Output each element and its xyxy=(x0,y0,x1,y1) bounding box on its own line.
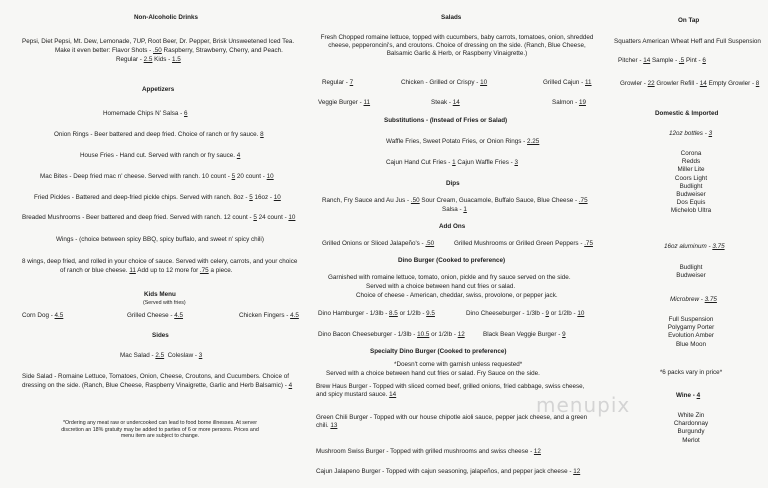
dips-title: Dips xyxy=(446,180,460,187)
addons-title: Add Ons xyxy=(439,223,466,230)
nonalcoholic-title: Non-Alcoholic Drinks xyxy=(134,14,199,21)
mac-bites: Mac Bites - Deep fried mac n' cheese. Served with ranch. 10 count - 5 20 count - 10 xyxy=(40,173,274,180)
kids-corn-dog: Corn Dog - 4.5 xyxy=(22,312,64,319)
list-item: Blue Moon xyxy=(675,340,707,348)
kids-grilled-cheese: Grilled Cheese - 4.5 xyxy=(127,312,184,319)
list-item: Full Suspension xyxy=(668,316,714,323)
flavor-shots: Make it even better: Flavor Shots - .50 Raspberry, Strawberry, Cherry, and Peach. xyxy=(55,47,283,54)
salad-cajun: Grilled Cajun - 11 xyxy=(543,79,592,86)
dino-sides: Served with a choice between hand cut fries or salad. xyxy=(366,283,516,290)
specialty-sides: Served with a choice between hand cut fries or salad. Fry Sauce on the side. xyxy=(326,370,540,377)
specialty-title: Specialty Dino Burger (Cooked to preference) xyxy=(370,348,507,355)
on-tap-title: On Tap xyxy=(678,17,700,24)
cajun-jalapeno-burger: Cajun Jalapeno Burger - Topped with cajun seasoning, jalapeños, and pepper jack cheese - 12 xyxy=(316,468,581,475)
fried-pickles: Fried Pickles - Battered and deep-fried pickle chips. Served with ranch. 8oz - 5 16oz - 10 xyxy=(34,194,281,201)
breaded-mushrooms: Breaded Mushrooms - Beer battered and deep fried. Served with ranch. 12 count - 5 24 count - 10 xyxy=(22,214,296,221)
kids-menu-subtitle: (Served with fries) xyxy=(143,300,186,306)
salads-title: Salads xyxy=(441,14,462,21)
dino-hamburger: Dino Hamburger - 1/3lb - 8.5 or 1/2lb - 9.5 xyxy=(318,310,435,317)
addon-mushrooms: Grilled Mushrooms or Grilled Green Peppers - .75 xyxy=(454,240,593,247)
list-item: Dos Equis xyxy=(676,199,706,207)
list-item: Budlight xyxy=(679,182,703,190)
domestic-title: Domestic & Imported xyxy=(655,110,719,117)
dino-cheeseburger: Dino Cheeseburger - 1/3lb - 9 or 1/2lb - 10 xyxy=(466,310,585,317)
wings-price: of ranch or blue cheese. 11 Add up to 12 more for .75 a piece. xyxy=(60,267,233,274)
bottle-list xyxy=(636,150,746,216)
wine-title: Wine - 4 xyxy=(676,392,701,399)
brew-haus-burger: Brew Haus Burger - Topped with sliced corned beef, grilled onions, fried cabbage, swiss cheese, and spicy mustard sauce. 14 xyxy=(316,383,585,399)
list-item: Corona xyxy=(680,150,702,157)
list-item: Budweiser xyxy=(676,191,706,199)
sub-waffle-fries: Waffle Fries, Sweet Potato Fries, or Onion Rings - 2.25 xyxy=(386,138,540,145)
sides-mac-coleslaw: Mac Salad - 2.5 Coleslaw - 3 xyxy=(120,352,203,359)
list-item: Polygamy Porter xyxy=(667,324,715,332)
sides-title: Sides xyxy=(152,332,169,339)
dips-list: Ranch, Fry Sauce and Au Jus - .50 Sour Cream, Guacamole, Buffalo Sauce, Blue Cheese - .75 xyxy=(322,197,588,204)
salad-chicken: Chicken - Grilled or Crispy - 10 xyxy=(401,79,488,86)
microbrew-list xyxy=(636,316,746,349)
tap-beers: Squatters American Wheat Heff and Full Suspension xyxy=(614,38,761,45)
kids-chicken-fingers: Chicken Fingers - 4.5 xyxy=(239,312,299,319)
bottles-header: 12oz bottles - 3 xyxy=(669,130,713,137)
dino-burger-title: Dino Burger (Cooked to preference) xyxy=(398,257,506,264)
column-drinks-appetizers xyxy=(0,0,300,488)
list-item: Chardonnay xyxy=(673,420,709,428)
side-salad-dressing: dressing on the side. (Ranch, Blue Cheese, Raspberry Vinaigrette, Garlic and Herb Balsamic) - 4 xyxy=(22,382,293,389)
list-item: Budweiser xyxy=(676,272,706,280)
specialty-note: *Doesn't come with garnish unless requested* xyxy=(394,361,523,368)
dino-cheese: Choice of cheese - American, cheddar, swiss, provolone, or pepper jack. xyxy=(356,292,558,299)
list-item: Coors Light xyxy=(674,174,708,182)
growlers: Growler - 22 Growler Refill - 14 Empty Growler - 8 xyxy=(620,80,760,87)
dips-salsa: Salsa - 1 xyxy=(442,206,467,213)
addon-onions: Grilled Onions or Sliced Jalapeño's - .50 xyxy=(322,240,435,247)
aluminum-header: 16oz aluminum - 3.75 xyxy=(664,243,725,250)
salad-salmon: Salmon - 19 xyxy=(552,99,586,106)
salad-steak: Steak - 14 xyxy=(431,99,460,106)
mushroom-swiss-burger: Mushroom Swiss Burger - Topped with grilled mushrooms and swiss cheese - 12 xyxy=(316,448,541,455)
house-fries: House Fries - Hand cut. Served with ranch or fry sauce. 4 xyxy=(80,152,241,159)
dino-garnish: Garnished with romaine lettuce, tomato, onion, pickle and fry sauce served on the side. xyxy=(328,274,571,281)
wings-description: 8 wings, deep fried, and rolled in your choice of sauce. Served with celery, carrots, and your choice xyxy=(22,258,298,265)
sub-cajun-fries: Cajun Hand Cut Fries - 1 Cajun Waffle Fries - 3 xyxy=(386,159,518,166)
list-item: Redds xyxy=(681,158,701,166)
footnote: *Ordering any meat raw or undercooked can lead to food borne illnesses. At server discretion an 18% gratuity may be added to parties of 6 or more persons. Prices and menu item are subject to change. xyxy=(61,420,259,440)
menupix-watermark: menupix xyxy=(536,393,631,417)
list-item: Evolution Amber xyxy=(668,332,714,340)
salads-description: Fresh Chopped romaine lettuce, topped with cucumbers, baby carrots, tomatoes, onion, shredded cheese, pepperoncini's, and croutons. Choice of dressing on the side. (Ranch, Blue Cheese, Balsamic Garlic & Herb, or Raspberry Vinaigrette.) xyxy=(320,34,594,58)
side-salad: Side Salad - Romaine Lettuce, Tomatoes, Onion, Cheese, Croutons, and Cucumbers. Choice of xyxy=(22,373,289,380)
aluminum-list xyxy=(636,264,746,280)
list-item: Merlot xyxy=(682,436,700,444)
dino-bacon-cheeseburger: Dino Bacon Cheeseburger - 1/3lb - 10.5 or 1/2lb - 12 xyxy=(318,331,465,338)
soda-list: Pepsi, Diet Pepsi, Mt. Dew, Lemonade, 7UP, Root Beer, Dr. Pepper, Brisk Unsweetened Iced Tea. xyxy=(22,38,295,45)
salad-regular: Regular - 7 xyxy=(322,79,354,86)
list-item: White Zin xyxy=(677,412,705,419)
appetizers-title: Appetizers xyxy=(142,86,175,93)
list-item: Michelob Ultra xyxy=(670,207,712,215)
list-item: Burgundy xyxy=(677,428,705,436)
list-item: Miller Lite xyxy=(677,166,705,174)
tap-sizes: Pitcher - 14 Sample - .5 Pint - 6 xyxy=(618,57,706,64)
microbrew-header: Microbrew - 3.75 xyxy=(670,296,717,303)
wine-list xyxy=(636,412,746,445)
list-item: Budlight xyxy=(679,264,703,271)
green-chili-burger: Green Chili Burger - Topped with our house chipotle aioli sauce, pepper jack cheese, and a green chili. 13 xyxy=(316,414,588,430)
drink-sizes: Regular - 2.5 Kids - 1.5 xyxy=(116,56,181,63)
black-bean-veggie-burger: Black Bean Veggie Burger - 9 xyxy=(483,331,566,338)
wings: Wings - (choice between spicy BBQ, spicy buffalo, and sweet n' spicy chili) xyxy=(56,236,264,243)
onion-rings: Onion Rings - Beer battered and deep fried. Choice of ranch or fry sauce. 8 xyxy=(54,131,264,138)
six-pack-note: *6 packs vary in price* xyxy=(659,369,723,376)
salad-veggie: Veggie Burger - 11 xyxy=(318,99,371,106)
substitutions-title: Substitutions - (Instead of Fries or Salad) xyxy=(384,117,508,124)
kids-menu-title: Kids Menu xyxy=(144,291,176,298)
chips-salsa: Homemade Chips N' Salsa - 6 xyxy=(103,110,188,117)
